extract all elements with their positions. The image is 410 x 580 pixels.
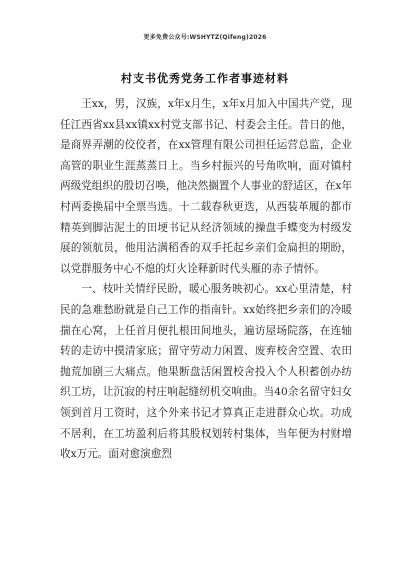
document-body (60, 94, 352, 465)
page-title: 村支书优秀党务工作者事迹材料 (121, 72, 289, 85)
header-note: 更多免费公众号:WSHYTZ(Qifeng)2026 (143, 34, 267, 41)
paragraph-section-1: 一、枝叶关情纾民盼，暖心服务映初心。xx心里清楚，村民的急难愁盼就是自己工作的指南针。xx始终把乡亲们的冷暖揣在心窝，上任首月便扎根田间地头，遍访屋场院落，在连轴转的走访中摸清家底；留守劳动力闲置、废弃校舍空置、农田抛荒加剧三大痛点。他果断盘活闲置校舍投入个人积蓄创办纺织工坊，让沉寂的村庄响起缝纫机交响曲。当40余名留守妇女领到首月工资时，这个外来书记才算真正走进群众心坎。功成不居利，在工坊盈利后将其股权划转村集体，当年便为村财增收x万元。面对愈演愈烈 (60, 283, 352, 461)
paragraph-intro: 王xx，男，汉族，x年x月生，x年x月加入中国共产党，现任江西省xx县xx镇xx村党支部书记、村委会主任。昔日的他，是商界弄潮的佼佼者，在xx管理有限公司担任运营总监，企业高管的职业生涯蒸蒸日上。当乡村振兴的号角吹响，面对镇村两级党组织的殷切召唤，他决然搁置个人事业的舒适区，在x年村两委换届中全票当选。十二载春秋更迭，从西装革履的都市精英到脚沾泥土的田埂书记从经济领域的操盘手蝶变为村级发展的领航员，他用沾满稻香的双手托起乡亲们金扁担的期盼，以党群服务中心不熄的灯火诠释新时代头雁的赤子情怀。 (60, 98, 353, 275)
